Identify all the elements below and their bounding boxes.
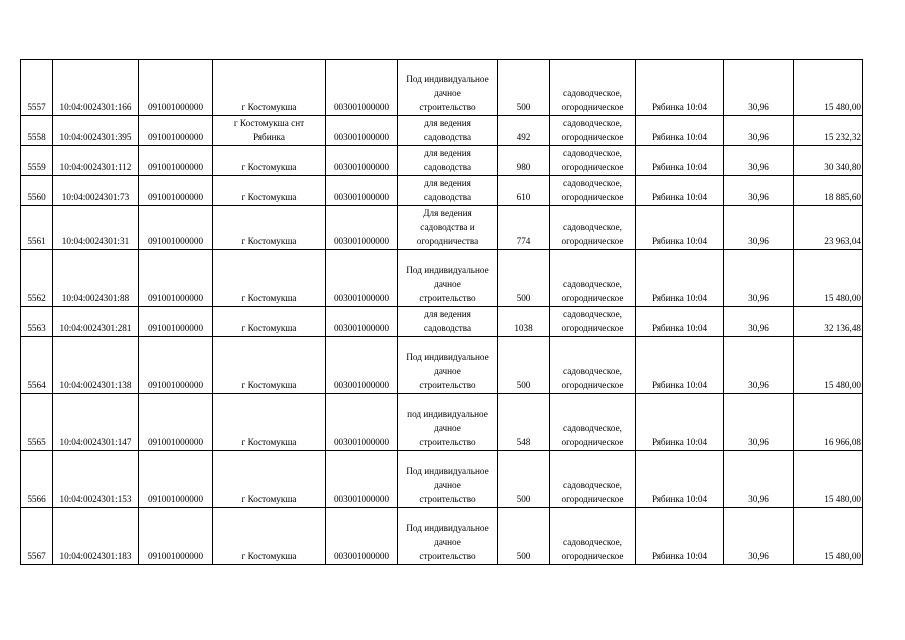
cell-category-line: огородническое bbox=[561, 132, 624, 142]
cell-permitted-use-line: садоводства bbox=[423, 162, 472, 172]
cell-cadastral-value: 16 966,08 bbox=[794, 394, 863, 451]
cell-permitted-use-line: дачное bbox=[434, 480, 461, 490]
cell-permitted-use-line: строительство bbox=[419, 102, 476, 112]
cell-location bbox=[213, 146, 326, 176]
cell-area: 1038 bbox=[498, 307, 550, 337]
cell-cadastral-value: 32 136,48 bbox=[794, 307, 863, 337]
cell-location-line: Рябинка bbox=[253, 132, 285, 142]
cell-zone: Рябинка 10:04 bbox=[636, 176, 724, 206]
cell-cadastral-value: 30 340,80 bbox=[794, 146, 863, 176]
cell-rate: 30,96 bbox=[724, 206, 794, 250]
cell-area: 610 bbox=[498, 176, 550, 206]
cell-location bbox=[213, 508, 326, 565]
cell-cadastral-number: 10:04:0024301:183 bbox=[53, 508, 139, 565]
cell-category-line: огородническое bbox=[561, 494, 624, 504]
table-row bbox=[21, 508, 863, 565]
cell-location-line: г Костомукша bbox=[241, 236, 297, 246]
cell-permitted-use-line: Под индивидуальное bbox=[406, 352, 489, 362]
cell-zone: Рябинка 10:04 bbox=[636, 206, 724, 250]
cell-permitted-use-line: для ведения bbox=[424, 118, 471, 128]
cell-category-line: садоводческое, bbox=[563, 148, 622, 158]
cell-cadastral-number: 10:04:0024301:395 bbox=[53, 116, 139, 146]
cell-permitted-use-line: для ведения bbox=[424, 148, 471, 158]
cell-okato: 091001000000 bbox=[139, 451, 213, 508]
cell-okato: 091001000000 bbox=[139, 176, 213, 206]
cell-rate: 30,96 bbox=[724, 146, 794, 176]
cell-category bbox=[550, 250, 636, 307]
cell-okato: 091001000000 bbox=[139, 337, 213, 394]
cell-permitted-use-line: дачное bbox=[434, 366, 461, 376]
cell-cadastral-value: 23 963,04 bbox=[794, 206, 863, 250]
cell-number: 5563 bbox=[21, 307, 53, 337]
cell-location-line: г Костомукша bbox=[241, 192, 297, 202]
cell-permitted-use-line: садоводства bbox=[423, 323, 472, 333]
cell-zone: Рябинка 10:04 bbox=[636, 451, 724, 508]
cell-category-line: садоводческое, bbox=[563, 178, 622, 188]
cell-category bbox=[550, 508, 636, 565]
cell-permitted-use-line: Под индивидуальное bbox=[406, 74, 489, 84]
cell-oktmo: 003001000000 bbox=[326, 394, 398, 451]
cell-number: 5566 bbox=[21, 451, 53, 508]
table-row bbox=[21, 176, 863, 206]
cell-location-line: г Костомукша bbox=[241, 102, 297, 112]
cell-cadastral-number: 10:04:0024301:153 bbox=[53, 451, 139, 508]
cell-category bbox=[550, 60, 636, 116]
cell-category-line: огородническое bbox=[561, 380, 624, 390]
cell-permitted-use bbox=[398, 394, 498, 451]
table-row bbox=[21, 250, 863, 307]
cell-permitted-use bbox=[398, 337, 498, 394]
cell-location-line: г Костомукша bbox=[241, 323, 297, 333]
cell-cadastral-value: 15 480,00 bbox=[794, 60, 863, 116]
cell-category-line: огородническое bbox=[561, 293, 624, 303]
cell-oktmo: 003001000000 bbox=[326, 307, 398, 337]
cell-category bbox=[550, 146, 636, 176]
cell-category bbox=[550, 206, 636, 250]
cell-number: 5565 bbox=[21, 394, 53, 451]
cell-permitted-use-line: строительство bbox=[419, 380, 476, 390]
cell-permitted-use bbox=[398, 250, 498, 307]
table-body bbox=[21, 60, 863, 565]
cell-location bbox=[213, 60, 326, 116]
cell-permitted-use-line: для ведения bbox=[424, 178, 471, 188]
cell-area: 980 bbox=[498, 146, 550, 176]
cell-oktmo: 003001000000 bbox=[326, 60, 398, 116]
cell-number: 5559 bbox=[21, 146, 53, 176]
cell-permitted-use-line: дачное bbox=[434, 423, 461, 433]
cell-permitted-use-line: дачное bbox=[434, 537, 461, 547]
cell-okato: 091001000000 bbox=[139, 508, 213, 565]
cell-location-line: г Костомукша снт bbox=[233, 118, 305, 128]
cell-cadastral-value: 15 480,00 bbox=[794, 250, 863, 307]
cell-oktmo: 003001000000 bbox=[326, 146, 398, 176]
cell-oktmo: 003001000000 bbox=[326, 250, 398, 307]
cell-area: 548 bbox=[498, 394, 550, 451]
cell-okato: 091001000000 bbox=[139, 394, 213, 451]
cell-number: 5562 bbox=[21, 250, 53, 307]
cell-location bbox=[213, 176, 326, 206]
cell-cadastral-number: 10:04:0024301:166 bbox=[53, 60, 139, 116]
table-row bbox=[21, 394, 863, 451]
cell-cadastral-number: 10:04:0024301:112 bbox=[53, 146, 139, 176]
cell-zone: Рябинка 10:04 bbox=[636, 146, 724, 176]
cell-permitted-use bbox=[398, 206, 498, 250]
cell-permitted-use bbox=[398, 146, 498, 176]
cell-permitted-use bbox=[398, 60, 498, 116]
table-row bbox=[21, 116, 863, 146]
cell-permitted-use-line: огородничества bbox=[416, 236, 479, 246]
cell-oktmo: 003001000000 bbox=[326, 451, 398, 508]
cell-cadastral-value: 15 480,00 bbox=[794, 508, 863, 565]
cell-location bbox=[213, 394, 326, 451]
cell-okato: 091001000000 bbox=[139, 250, 213, 307]
cell-oktmo: 003001000000 bbox=[326, 176, 398, 206]
cell-rate: 30,96 bbox=[724, 337, 794, 394]
cell-oktmo: 003001000000 bbox=[326, 116, 398, 146]
cell-number: 5564 bbox=[21, 337, 53, 394]
cell-area: 492 bbox=[498, 116, 550, 146]
cell-cadastral-number: 10:04:0024301:281 bbox=[53, 307, 139, 337]
cell-cadastral-value: 15 480,00 bbox=[794, 451, 863, 508]
cell-area: 500 bbox=[498, 337, 550, 394]
cell-number: 5567 bbox=[21, 508, 53, 565]
cell-location-line: г Костомукша bbox=[241, 293, 297, 303]
cell-number: 5561 bbox=[21, 206, 53, 250]
cell-permitted-use-line: Под индивидуальное bbox=[406, 523, 489, 533]
cell-okato: 091001000000 bbox=[139, 60, 213, 116]
cell-category-line: садоводческое, bbox=[563, 480, 622, 490]
cell-category-line: садоводческое, bbox=[563, 222, 622, 232]
cell-location-line: г Костомукша bbox=[241, 162, 297, 172]
cell-zone: Рябинка 10:04 bbox=[636, 116, 724, 146]
cell-permitted-use bbox=[398, 451, 498, 508]
cell-permitted-use-line: Под индивидуальное bbox=[406, 265, 489, 275]
cell-rate: 30,96 bbox=[724, 508, 794, 565]
cell-category-line: огородническое bbox=[561, 236, 624, 246]
cell-location-line: г Костомукша bbox=[241, 380, 297, 390]
cell-zone: Рябинка 10:04 bbox=[636, 394, 724, 451]
cell-zone: Рябинка 10:04 bbox=[636, 337, 724, 394]
cell-permitted-use-line: садоводства bbox=[423, 132, 472, 142]
cell-permitted-use bbox=[398, 508, 498, 565]
cell-category-line: садоводческое, bbox=[563, 423, 622, 433]
cell-cadastral-number: 10:04:0024301:88 bbox=[53, 250, 139, 307]
cell-oktmo: 003001000000 bbox=[326, 508, 398, 565]
cell-rate: 30,96 bbox=[724, 394, 794, 451]
cell-location bbox=[213, 307, 326, 337]
cell-oktmo: 003001000000 bbox=[326, 337, 398, 394]
cell-category-line: огородническое bbox=[561, 551, 624, 561]
cell-permitted-use-line: садоводства и bbox=[420, 222, 475, 232]
cell-area: 500 bbox=[498, 60, 550, 116]
table-row bbox=[21, 146, 863, 176]
cell-area: 500 bbox=[498, 451, 550, 508]
cell-okato: 091001000000 bbox=[139, 206, 213, 250]
cell-okato: 091001000000 bbox=[139, 116, 213, 146]
cell-cadastral-number: 10:04:0024301:31 bbox=[53, 206, 139, 250]
cell-zone: Рябинка 10:04 bbox=[636, 250, 724, 307]
cell-permitted-use bbox=[398, 307, 498, 337]
cell-number: 5558 bbox=[21, 116, 53, 146]
cell-category-line: огородническое bbox=[561, 102, 624, 112]
cell-rate: 30,96 bbox=[724, 116, 794, 146]
cell-cadastral-value: 15 232,32 bbox=[794, 116, 863, 146]
cell-location-line: г Костомукша bbox=[241, 437, 297, 447]
cell-area: 500 bbox=[498, 508, 550, 565]
cell-permitted-use-line: дачное bbox=[434, 88, 461, 98]
cell-permitted-use bbox=[398, 116, 498, 146]
table-row bbox=[21, 60, 863, 116]
cell-category-line: садоводческое, bbox=[563, 309, 622, 319]
cell-cadastral-value: 18 885,60 bbox=[794, 176, 863, 206]
cell-location bbox=[213, 337, 326, 394]
cell-permitted-use-line: Для ведения bbox=[423, 208, 472, 218]
cell-category-line: садоводческое, bbox=[563, 279, 622, 289]
table-row bbox=[21, 206, 863, 250]
cell-rate: 30,96 bbox=[724, 60, 794, 116]
cell-permitted-use-line: Под индивидуальное bbox=[406, 466, 489, 476]
cell-category-line: садоводческое, bbox=[563, 366, 622, 376]
cell-cadastral-number: 10:04:0024301:147 bbox=[53, 394, 139, 451]
cell-location bbox=[213, 250, 326, 307]
cell-area: 774 bbox=[498, 206, 550, 250]
cell-category-line: садоводческое, bbox=[563, 118, 622, 128]
cell-permitted-use-line: для ведения bbox=[424, 309, 471, 319]
cell-number: 5560 bbox=[21, 176, 53, 206]
table-row bbox=[21, 451, 863, 508]
cell-category bbox=[550, 116, 636, 146]
cell-oktmo: 003001000000 bbox=[326, 206, 398, 250]
cell-category-line: огородническое bbox=[561, 192, 624, 202]
cell-category-line: огородническое bbox=[561, 437, 624, 447]
cell-category bbox=[550, 176, 636, 206]
cell-permitted-use-line: строительство bbox=[419, 551, 476, 561]
cell-location bbox=[213, 116, 326, 146]
cell-category bbox=[550, 337, 636, 394]
cell-rate: 30,96 bbox=[724, 451, 794, 508]
cell-category-line: огородническое bbox=[561, 162, 624, 172]
cell-rate: 30,96 bbox=[724, 250, 794, 307]
cell-category bbox=[550, 307, 636, 337]
cell-category bbox=[550, 394, 636, 451]
cell-category-line: садоводческое, bbox=[563, 88, 622, 98]
cell-permitted-use-line: строительство bbox=[419, 293, 476, 303]
cell-permitted-use-line: садоводства bbox=[423, 192, 472, 202]
cell-location-line: г Костомукша bbox=[241, 494, 297, 504]
table-row bbox=[21, 307, 863, 337]
cell-area: 500 bbox=[498, 250, 550, 307]
table-row bbox=[21, 337, 863, 394]
cell-permitted-use-line: строительство bbox=[419, 494, 476, 504]
land-plot-table bbox=[20, 59, 863, 565]
cell-location bbox=[213, 451, 326, 508]
cell-category-line: садоводческое, bbox=[563, 537, 622, 547]
cell-okato: 091001000000 bbox=[139, 307, 213, 337]
cell-location bbox=[213, 206, 326, 250]
cell-cadastral-number: 10:04:0024301:138 bbox=[53, 337, 139, 394]
cell-number: 5557 bbox=[21, 60, 53, 116]
cell-permitted-use-line: дачное bbox=[434, 279, 461, 289]
cell-rate: 30,96 bbox=[724, 307, 794, 337]
cell-cadastral-number: 10:04:0024301:73 bbox=[53, 176, 139, 206]
cell-location-line: г Костомукша bbox=[241, 551, 297, 561]
cell-category bbox=[550, 451, 636, 508]
cell-zone: Рябинка 10:04 bbox=[636, 60, 724, 116]
cell-permitted-use-line: под индивидуальное bbox=[407, 409, 488, 419]
cell-category-line: огородническое bbox=[561, 323, 624, 333]
cell-zone: Рябинка 10:04 bbox=[636, 307, 724, 337]
cell-permitted-use-line: строительство bbox=[419, 437, 476, 447]
cell-permitted-use bbox=[398, 176, 498, 206]
cell-rate: 30,96 bbox=[724, 176, 794, 206]
cell-okato: 091001000000 bbox=[139, 146, 213, 176]
cell-cadastral-value: 15 480,00 bbox=[794, 337, 863, 394]
cell-zone: Рябинка 10:04 bbox=[636, 508, 724, 565]
